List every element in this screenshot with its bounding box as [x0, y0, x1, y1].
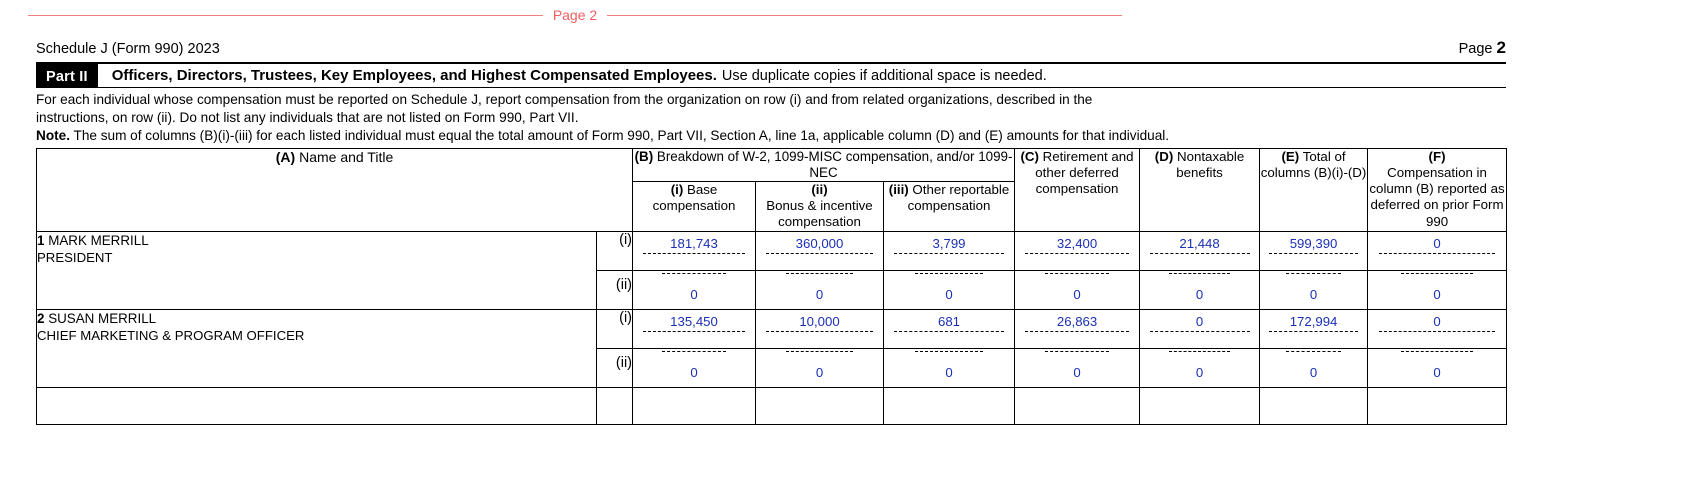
form-header-left: Schedule J (Form 990) 2023	[36, 41, 220, 57]
value: 0	[1309, 286, 1318, 302]
instructions-note	[36, 127, 1506, 145]
header-col-bi-bold: (i)	[670, 181, 684, 197]
value: 0	[690, 364, 698, 380]
header-col-b	[633, 148, 1015, 181]
value: 181,743	[670, 235, 718, 251]
header-col-c	[1015, 148, 1140, 231]
row-1-ii-retirement	[1015, 270, 1140, 309]
part-ii-bar	[36, 62, 1506, 88]
row-1-label-i: (i)	[597, 231, 633, 270]
part-ii-tag: Part II	[36, 64, 98, 87]
blank-bonus-cell	[756, 387, 884, 424]
row-1-i-nontaxable	[1140, 231, 1260, 270]
row-1-ii-total	[1260, 270, 1368, 309]
page-separator-label: Page 2	[552, 7, 598, 23]
header-col-bii	[756, 181, 884, 231]
dashed-rule	[643, 331, 745, 332]
row-1-ii-other	[884, 270, 1015, 309]
value: 599,390	[1289, 235, 1338, 251]
blank-other-cell	[884, 387, 1015, 424]
row-2-ii-bonus	[756, 348, 884, 387]
row-2-i-total	[1260, 309, 1368, 348]
row-2-i-other	[884, 309, 1015, 348]
blank-base-cell	[633, 387, 756, 424]
row-1-title: PRESIDENT	[37, 250, 113, 266]
row-1-ii-nontaxable	[1140, 270, 1260, 309]
value: 135,450	[670, 313, 718, 329]
value: 0	[1433, 364, 1441, 380]
header-col-d-text: Nontaxable benefits	[1176, 148, 1245, 181]
dashed-rule	[766, 331, 873, 332]
header-col-d	[1140, 148, 1260, 231]
blank-nontaxable-cell	[1140, 387, 1260, 424]
value: 0	[1433, 235, 1441, 251]
form-header	[36, 38, 1506, 62]
value: 21,448	[1179, 235, 1220, 251]
value: 0	[1433, 286, 1441, 302]
blank-total-cell	[1260, 387, 1368, 424]
row-2-i-nontaxable	[1140, 309, 1260, 348]
value: 0	[1073, 364, 1081, 380]
row-2-number: 2	[37, 310, 45, 326]
header-col-biii-bold: (iii)	[888, 181, 909, 197]
row-2-i-bonus	[756, 309, 884, 348]
row-2-name: SUSAN MERRILL	[48, 310, 157, 326]
form-content	[36, 38, 1506, 425]
header-col-e	[1260, 148, 1368, 231]
table-header-row-top	[37, 148, 1507, 181]
header-col-bi	[633, 181, 756, 231]
row-1-label-ii: (ii)	[597, 270, 633, 309]
row-1-number: 1	[37, 232, 45, 248]
row-2-name-cell	[37, 309, 597, 387]
row-2-i-base	[633, 309, 756, 348]
note-text: The sum of columns (B)(i)-(iii) for each listed individual must equal the total amount of Form 990, Part VII, Section A, line 1a, applicable column (D) and (E) amounts for that individual.	[73, 127, 1170, 143]
value: 3,799	[932, 235, 966, 251]
note-label: Note.	[36, 127, 70, 143]
blank-roman-cell	[597, 387, 633, 424]
header-col-biii-text: Other reportable compensation	[907, 181, 1010, 214]
header-col-c-bold: (C)	[1020, 148, 1039, 164]
table-row-blank	[37, 387, 1507, 424]
value: 0	[1195, 313, 1204, 329]
value: 0	[1309, 364, 1318, 380]
instructions-line-1: For each individual whose compensation must be reported on Schedule J, report compensation from the organization on row (i) and from related organizations, described in the	[36, 92, 1093, 107]
value: 0	[815, 364, 824, 380]
header-col-b-text: Breakdown of W-2, 1099-MISC compensation, and/or 1099-NEC	[656, 148, 1013, 180]
header-col-f-bold: (F)	[1428, 148, 1446, 164]
page-separator	[0, 0, 1687, 30]
row-2-ii-total	[1260, 348, 1368, 387]
dashed-rule	[894, 253, 1003, 254]
value: 172,994	[1289, 313, 1338, 329]
table-body	[37, 231, 1507, 424]
row-1-name: MARK MERRILL	[48, 232, 149, 248]
row-2-ii-nontaxable	[1140, 348, 1260, 387]
value: 360,000	[795, 235, 844, 251]
part-ii-title: Officers, Directors, Trustees, Key Employees, and Highest Compensated Employees.	[111, 67, 717, 84]
instructions-block	[36, 88, 1506, 145]
value: 26,863	[1056, 313, 1098, 329]
dashed-rule	[1269, 331, 1359, 332]
header-col-c-text: Retirement and other deferred compensation	[1035, 148, 1134, 197]
row-2-ii-base	[633, 348, 756, 387]
row-1-name-cell	[37, 231, 597, 309]
row-1-i-other	[884, 231, 1015, 270]
header-col-bii-bold: (ii)	[811, 181, 828, 197]
page-label: Page	[1458, 41, 1493, 57]
row-2-ii-retirement	[1015, 348, 1140, 387]
separator-line-right	[607, 15, 1122, 16]
header-col-b-bold: (B)	[634, 148, 654, 164]
value: 32,400	[1056, 235, 1098, 251]
header-col-a-bold: (A)	[275, 148, 296, 165]
value: 0	[1195, 286, 1204, 302]
header-col-a-text: Name and Title	[299, 148, 394, 165]
row-2-title: CHIEF MARKETING & PROGRAM OFFICER	[37, 328, 305, 344]
dashed-rule	[1025, 331, 1129, 332]
header-col-biii	[884, 181, 1015, 231]
value: 681	[938, 313, 961, 329]
row-1-i-bonus	[756, 231, 884, 270]
value: 0	[815, 286, 824, 302]
compensation-table	[36, 148, 1507, 425]
form-header-right	[1459, 38, 1506, 58]
dashed-rule	[1379, 253, 1495, 254]
dashed-rule	[1150, 253, 1250, 254]
value: 0	[690, 286, 698, 302]
value: 10,000	[799, 313, 840, 329]
header-col-bi-text: Base compensation	[652, 181, 736, 214]
part-ii-subtitle: Use duplicate copies if additional space is needed.	[721, 67, 1047, 84]
part-ii-title-wrap	[98, 64, 1047, 87]
row-1-i-deferred-prior	[1368, 231, 1507, 270]
row-1-i-base	[633, 231, 756, 270]
row-2-ii-deferred-prior	[1368, 348, 1507, 387]
dashed-rule	[1150, 331, 1250, 332]
row-1-ii-bonus	[756, 270, 884, 309]
value: 0	[945, 286, 953, 302]
value: 0	[945, 364, 953, 380]
page-number: 2	[1496, 38, 1506, 57]
row-1-ii-base	[633, 270, 756, 309]
dashed-rule	[1269, 253, 1359, 254]
instructions-line-2: instructions, on row (ii). Do not list any individuals that are not listed on Form 990, Part VII.	[36, 109, 579, 125]
dashed-rule	[643, 253, 745, 254]
dashed-rule	[894, 331, 1003, 332]
header-col-f-text: Compensation in column (B) reported as deferred on prior Form 990	[1369, 165, 1505, 229]
row-1-ii-deferred-prior	[1368, 270, 1507, 309]
row-2-label-ii: (ii)	[597, 348, 633, 387]
header-col-a	[37, 148, 633, 231]
row-2-label-i: (i)	[597, 309, 633, 348]
blank-deferred-cell	[1368, 387, 1507, 424]
table-row	[37, 309, 1507, 348]
header-col-e-bold: (E)	[1281, 148, 1300, 164]
header-col-d-bold: (D)	[1154, 148, 1174, 164]
header-col-f	[1368, 148, 1507, 231]
row-2-i-deferred-prior	[1368, 309, 1507, 348]
blank-name-cell	[37, 387, 597, 424]
dashed-rule	[766, 253, 873, 254]
value: 0	[1195, 364, 1204, 380]
row-1-i-retirement	[1015, 231, 1140, 270]
row-1-i-total	[1260, 231, 1368, 270]
dashed-rule	[1379, 331, 1495, 332]
row-2-ii-other	[884, 348, 1015, 387]
header-col-bii-text: Bonus & incentive compensation	[766, 198, 873, 230]
separator-line-left	[28, 15, 543, 16]
dashed-rule	[1025, 253, 1129, 254]
row-2-i-retirement	[1015, 309, 1140, 348]
header-col-e-text: Total of columns (B)(i)-(D)	[1260, 148, 1367, 181]
blank-retirement-cell	[1015, 387, 1140, 424]
value: 0	[1073, 286, 1081, 302]
table-row	[37, 231, 1507, 270]
value: 0	[1433, 313, 1441, 329]
